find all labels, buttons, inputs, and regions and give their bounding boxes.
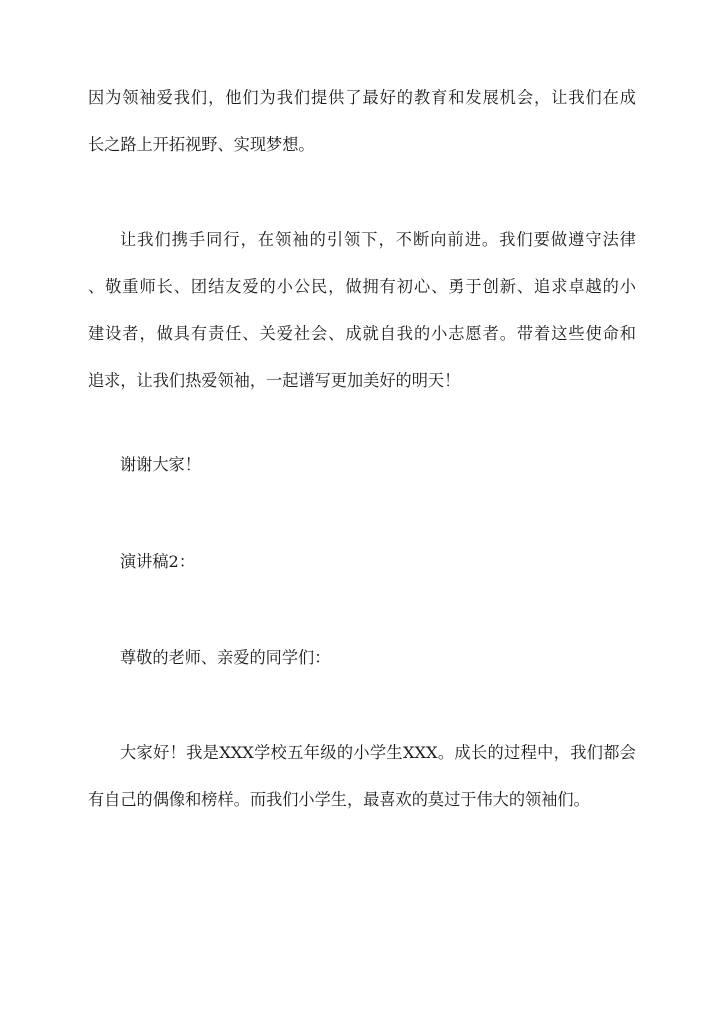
closing-thanks: 谢谢大家！: [120, 455, 201, 474]
text-line: 因为领袖爱我们，他们为我们提供了最好的教育和发展机会，让我们在成: [88, 88, 636, 107]
salutation: 尊敬的老师、亲爱的同学们：: [120, 648, 331, 667]
paragraph-march-forward: [88, 216, 636, 404]
paragraph-continuation: [88, 74, 636, 168]
text-line: 、敬重师长、团结友爱的小公民，做拥有初心、勇于创新、追求卓越的小: [88, 277, 636, 296]
speech-heading: 演讲稿2：: [120, 552, 196, 571]
text-line: 让我们携手同行，在领袖的引领下，不断向前进。我们要做遵守法律: [120, 230, 636, 249]
text-line: 大家好！我是XXX学校五年级的小学生XXX。成长的过程中，我们都会: [120, 743, 636, 762]
text-line: 长之路上开拓视野、实现梦想。: [88, 135, 315, 154]
text-line: 追求，让我们热爱领袖，一起谱写更加美好的明天！: [88, 371, 461, 390]
text-line: 建设者，做具有责任、关爱社会、成就自我的小志愿者。带着这些使命和: [88, 324, 636, 343]
text-line: 有自己的偶像和榜样。而我们小学生，最喜欢的莫过于伟大的领袖们。: [88, 790, 590, 809]
paragraph-intro: [88, 729, 636, 823]
